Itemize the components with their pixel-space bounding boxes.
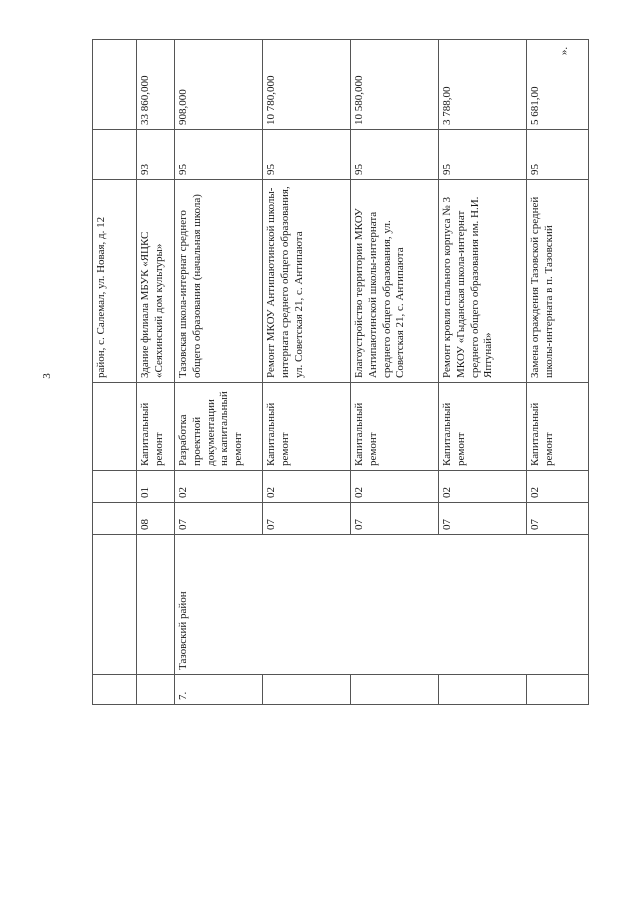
- work-type-cell: Капитальный ремонт: [263, 383, 351, 471]
- grbs-code: 95: [175, 130, 263, 180]
- amount-cell: 3 788,00: [439, 40, 527, 130]
- municipality-cell: Тазовский район: [175, 535, 589, 675]
- page-number: 3: [40, 373, 53, 379]
- subsection-code: 01: [137, 471, 175, 503]
- section-code: [93, 503, 137, 535]
- object-name-cell: район, с. Салемал, ул. Новая, д. 12: [93, 180, 137, 383]
- row-number: [439, 675, 527, 705]
- section-code: 07: [351, 503, 439, 535]
- work-type-cell: Капитальный ремонт: [439, 383, 527, 471]
- section-code: 07: [527, 503, 589, 535]
- closing-quote-mark: ».: [558, 46, 571, 56]
- municipality-cell: [93, 535, 137, 675]
- grbs-code: 95: [351, 130, 439, 180]
- work-type-cell: [93, 383, 137, 471]
- object-name-cell: Здание филиала МБУК «ЯЦКС «Сеяхинский дом культуры»: [137, 180, 175, 383]
- object-name-cell: Замена ограждения Тазовской средней школы-интерната в п. Тазовский: [527, 180, 589, 383]
- work-type-cell: Разработка проектной документации на капитальный ремонт: [175, 383, 263, 471]
- subsection-code: 02: [527, 471, 589, 503]
- row-number: [263, 675, 351, 705]
- section-code: 07: [263, 503, 351, 535]
- row-number: 7.: [175, 675, 263, 705]
- grbs-code: 93: [137, 130, 175, 180]
- subsection-code: [93, 471, 137, 503]
- municipality-cell: [137, 535, 175, 675]
- grbs-code: 95: [527, 130, 589, 180]
- work-type-cell: Капитальный ремонт: [527, 383, 589, 471]
- subsection-code: 02: [175, 471, 263, 503]
- amount-cell: 908,000: [175, 40, 263, 130]
- subsection-code: 02: [263, 471, 351, 503]
- grbs-code: 95: [439, 130, 527, 180]
- table-row: [175, 40, 263, 705]
- section-code: 08: [137, 503, 175, 535]
- row-number: [527, 675, 589, 705]
- subsection-code: 02: [439, 471, 527, 503]
- amount-cell: 5 681,00: [527, 40, 589, 130]
- capital-repair-table: [92, 39, 589, 705]
- object-name-cell: Ремонт кровли спального корпуса № 3 МКОУ «Гыданская школа-интернат среднего общего образования им. Н.И. Яптунай»: [439, 180, 527, 383]
- section-code: 07: [439, 503, 527, 535]
- amount-cell: 10 580,000: [351, 40, 439, 130]
- object-name-cell: Благоустройство территории МКОУ Антипаютинской школы-интерната среднего общего образования, ул. Советская 21, с. Антипаюта: [351, 180, 439, 383]
- grbs-code: 95: [263, 130, 351, 180]
- object-name-cell: Ремонт МКОУ Антипаютинской школы-интерната среднего общего образования, ул. Советская 21, с. Антипаюта: [263, 180, 351, 383]
- grbs-code: [93, 130, 137, 180]
- amount-cell: 10 780,000: [263, 40, 351, 130]
- section-code: 07: [175, 503, 263, 535]
- row-number: [351, 675, 439, 705]
- table-rotator: [92, 40, 555, 705]
- rotated-table-sheet: [92, 40, 555, 705]
- table-row: [137, 40, 175, 705]
- object-name-cell: Тазовская школа-интернат среднего общего образования (начальная школа): [175, 180, 263, 383]
- row-number: [137, 675, 175, 705]
- row-number: [93, 675, 137, 705]
- work-type-cell: Капитальный ремонт: [351, 383, 439, 471]
- table-row: [93, 40, 137, 705]
- amount-cell: 33 860,000: [137, 40, 175, 130]
- work-type-cell: Капитальный ремонт: [137, 383, 175, 471]
- amount-cell: [93, 40, 137, 130]
- subsection-code: 02: [351, 471, 439, 503]
